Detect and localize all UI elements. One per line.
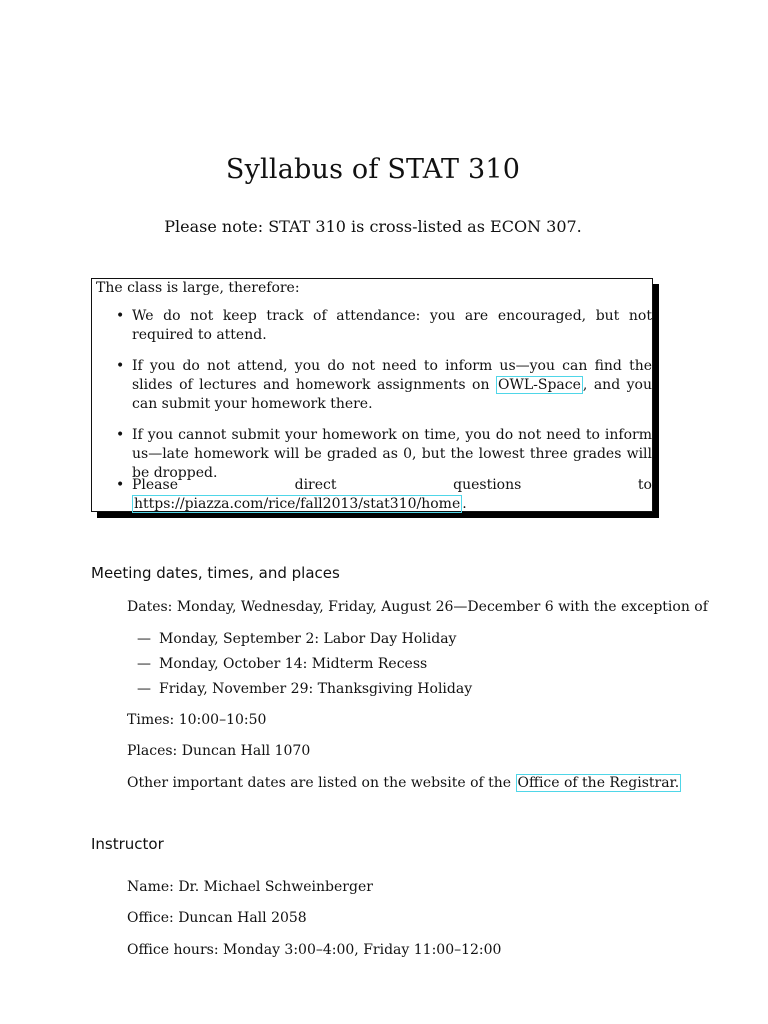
piazza-link[interactable]: https://piazza.com/rice/fall2013/stat310/home [134, 496, 461, 512]
section-heading-meeting: Meeting dates, times, and places [91, 564, 340, 582]
bullet-text-part: . [462, 496, 467, 512]
bullet-text: If you cannot submit your homework on time, you do not need to inform us—late homework will be graded as 0, but the lowest three grades will be dropped. [132, 427, 652, 481]
exception-item: Monday, September 2: Labor Day Holiday [159, 631, 457, 647]
bullet-text [132, 357, 652, 414]
meeting-places: Places: Duncan Hall 1070 [127, 743, 311, 759]
cross-list-note: Please note: STAT 310 is cross-listed as ECON 307. [164, 217, 582, 236]
bullet-text-part: If you do not attend, you do not need to inform us—you can find the slides of lectures and homework assignments on [132, 358, 652, 393]
instructor-office: Office: Duncan Hall 2058 [127, 910, 307, 926]
bullet-text-part: Please direct questions to [132, 477, 652, 493]
meeting-dates: Dates: Monday, Wednesday, Friday, August 26—December 6 with the exception of [127, 599, 708, 615]
bullet-text [132, 476, 652, 514]
bullet-icon: • [116, 427, 125, 443]
bullet-icon: • [116, 477, 125, 493]
instructor-name: Name: Dr. Michael Schweinberger [127, 879, 373, 895]
exception-item: Monday, October 14: Midterm Recess [159, 656, 428, 672]
owl-space-link[interactable]: OWL-Space [497, 377, 581, 393]
registrar-line [127, 775, 681, 791]
bullet-icon: • [116, 358, 125, 374]
notice-intro: The class is large, therefore: [96, 280, 300, 296]
bullet-text-part: , and you can submit your homework there. [132, 377, 653, 412]
bullet-text: We do not keep track of attendance: you are encouraged, but not required to attend. [132, 308, 652, 343]
registrar-text: Other important dates are listed on the website of the [127, 775, 516, 791]
exception-item: Friday, November 29: Thanksgiving Holiday [159, 681, 473, 697]
meeting-times: Times: 10:00–10:50 [127, 712, 267, 728]
instructor-office-hours: Office hours: Monday 3:00–4:00, Friday 11:00–12:00 [127, 942, 502, 958]
page-title: Syllabus of STAT 310 [225, 154, 521, 185]
dash-icon: — [137, 656, 151, 672]
dash-icon: — [137, 681, 151, 697]
notice-box [91, 278, 653, 512]
registrar-link[interactable]: Office of the Registrar. [517, 775, 680, 791]
dash-icon: — [137, 631, 151, 647]
section-heading-instructor: Instructor [91, 835, 164, 853]
bullet-icon: • [116, 308, 125, 324]
